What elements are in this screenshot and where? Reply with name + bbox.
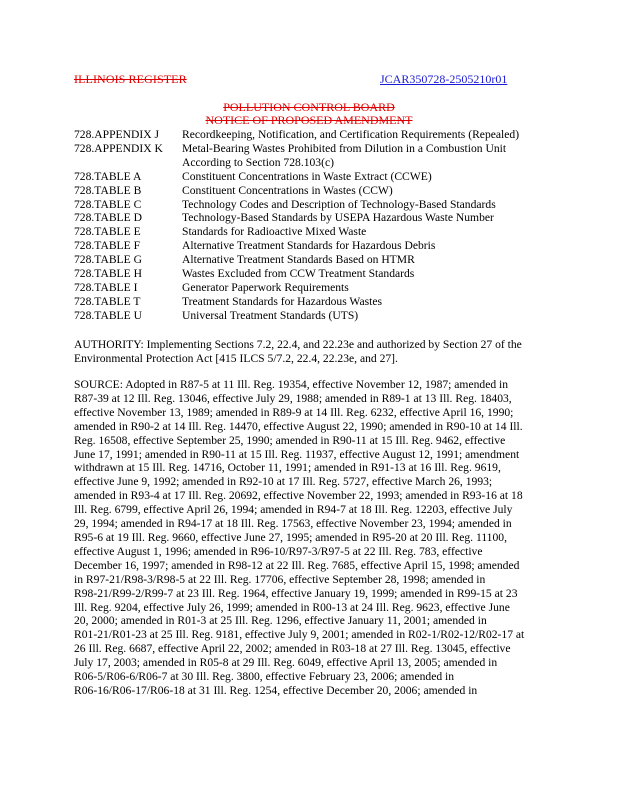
toc-section-code: 728.TABLE F — [74, 239, 141, 253]
authority-line: Environmental Protection Act [415 ILCS 5/7.2, 22.4, 22.23e, and 27]. — [74, 351, 398, 365]
toc-row — [74, 295, 594, 309]
source-line: SOURCE: Adopted in R87-5 at 11 Ill. Reg. 19354, effective November 12, 1987; amended in — [74, 378, 509, 391]
toc-section-title: Constituent Concentrations in Waste Extract (CCWE) — [182, 169, 432, 183]
toc-section-code: 728.TABLE A — [74, 169, 142, 183]
toc-section-title: Standards for Radioactive Mixed Waste — [182, 225, 367, 239]
source-line: effective June 9, 1992; amended in R92-10 at 17 Ill. Reg. 5727, effective March 26, 1993; — [74, 475, 493, 489]
toc-section-code: 728.APPENDIX K — [74, 141, 163, 155]
table-of-contents — [74, 128, 594, 323]
toc-section-title: According to Section 728.103(c) — [182, 155, 334, 169]
authority-line: AUTHORITY: Implementing Sections 7.2, 22.4, and 22.23e and authorized by Section 27 of the — [74, 338, 522, 351]
source-line: effective November 13, 1989; amended in R89-9 at 14 Ill. Reg. 6232, effective April 16, 1990; — [74, 405, 514, 419]
toc-section-title: Generator Paperwork Requirements — [182, 280, 349, 294]
source-line: Reg. 16508, effective September 25, 1990; amended in R90-11 at 15 Ill. Reg. 9462, effective — [74, 433, 506, 447]
authority-paragraph — [74, 338, 554, 366]
source-line: 20, 2000; amended in R01-3 at 25 Ill. Reg. 1296, effective January 11, 2001; amended in — [74, 614, 487, 628]
toc-section-code: 728.TABLE B — [74, 183, 142, 197]
toc-row — [74, 156, 594, 170]
source-line: effective August 1, 1996; amended in R96-10/R97-3/R97-5 at 22 Ill. Reg. 783, effective — [74, 544, 483, 558]
source-line: 26 Ill. Reg. 6687, effective April 22, 2002; amended in R03-18 at 27 Ill. Reg. 13045, effective — [74, 642, 511, 656]
toc-row — [74, 170, 594, 184]
toc-row — [74, 142, 594, 156]
register-header: ILLINOIS REGISTER — [74, 72, 187, 86]
toc-section-title: Universal Treatment Standards (UTS) — [182, 308, 359, 322]
source-line: in R97-21/R98-3/R98-5 at 22 Ill. Reg. 17706, effective September 28, 1998; amended in — [74, 572, 486, 586]
source-line: June 17, 1991; amended in R90-11 at 15 Ill. Reg. 11937, effective August 12, 1991; amendment — [74, 447, 520, 461]
notice-title: NOTICE OF PROPOSED AMENDMENT — [205, 113, 413, 127]
toc-section-code: 728.TABLE U — [74, 308, 142, 322]
source-line: amended in R93-4 at 17 Ill. Reg. 20692, effective November 22, 1993; amended in R93-16 at 18 — [74, 489, 523, 503]
toc-section-title: Metal-Bearing Wastes Prohibited from Dilution in a Combustion Unit — [182, 141, 507, 155]
source-line: 29, 1994; amended in R94-17 at 18 Ill. Reg. 17563, effective November 23, 1994; amended in — [74, 517, 512, 531]
toc-row — [74, 309, 594, 323]
source-line: December 16, 1997; amended in R98-12 at 22 Ill. Reg. 7685, effective April 15, 1998; amended — [74, 558, 520, 572]
toc-row — [74, 184, 594, 198]
toc-section-title: Recordkeeping, Notification, and Certification Requirements (Repealed) — [182, 128, 520, 141]
source-line: withdrawn at 15 Ill. Reg. 14716, October 11, 1991; amended in R91-13 at 16 Ill. Reg. 9619, — [74, 461, 501, 475]
source-line: R87-39 at 12 Ill. Reg. 13046, effective July 29, 1988; amended in R89-1 at 13 Ill. Reg. 18403, — [74, 391, 512, 405]
source-line: R01-21/R01-23 at 25 Ill. Reg. 9181, effective July 9, 2001; amended in R02-1/R02-12/R02-17 at — [74, 628, 525, 642]
toc-section-title: Constituent Concentrations in Wastes (CCW) — [182, 183, 393, 197]
toc-row — [74, 239, 594, 253]
toc-row — [74, 211, 594, 225]
source-line: R06-5/R06-6/R06-7 at 30 Ill. Reg. 3800, effective February 23, 2006; amended in — [74, 670, 455, 684]
toc-row — [74, 267, 594, 281]
toc-row — [74, 281, 594, 295]
toc-section-code: 728.TABLE E — [74, 225, 141, 239]
toc-section-title: Alternative Treatment Standards Based on HTMR — [182, 253, 415, 267]
source-line: July 17, 2003; amended in R05-8 at 29 Ill. Reg. 6049, effective April 13, 2005; amended in — [74, 656, 498, 670]
source-line: Ill. Reg. 6799, effective April 26, 1994; amended in R94-7 at 18 Ill. Reg. 12203, effective July — [74, 503, 513, 517]
toc-section-code: 728.TABLE D — [74, 211, 142, 225]
source-line: R98-21/R99-2/R99-7 at 23 Ill. Reg. 1964, effective January 19, 1999; amended in R99-15 at 23 — [74, 586, 518, 600]
source-line: amended in R90-2 at 14 Ill. Reg. 14470, effective August 22, 1990; amended in R90-10 at 14 Ill. — [74, 419, 523, 433]
toc-section-title: Wastes Excluded from CCW Treatment Standards — [182, 267, 415, 281]
toc-row — [74, 128, 594, 142]
toc-section-title: Technology-Based Standards by USEPA Hazardous Waste Number — [182, 211, 494, 225]
toc-row — [74, 198, 594, 212]
toc-section-code — [74, 156, 182, 170]
source-line: R06-16/R06-17/R06-18 at 31 Ill. Reg. 1254, effective December 20, 2006; amended in — [74, 683, 478, 697]
toc-section-code: 728.TABLE T — [74, 294, 141, 308]
toc-section-code: 728.APPENDIX J — [74, 128, 160, 141]
jcar-reference: JCAR350728-2505210r01 — [380, 72, 508, 86]
toc-section-code: 728.TABLE H — [74, 267, 142, 281]
toc-section-code: 728.TABLE G — [74, 253, 142, 267]
toc-row — [74, 253, 594, 267]
toc-section-code: 728.TABLE C — [74, 197, 142, 211]
board-title: POLLUTION CONTROL BOARD — [223, 100, 395, 114]
toc-section-title: Treatment Standards for Hazardous Wastes — [182, 294, 382, 308]
toc-section-code: 728.TABLE I — [74, 280, 138, 294]
source-paragraph — [74, 378, 554, 698]
toc-row — [74, 225, 594, 239]
toc-section-title: Technology Codes and Description of Technology-Based Standards — [182, 197, 496, 211]
source-line: R95-6 at 19 Ill. Reg. 9660, effective June 27, 1995; amended in R95-20 at 20 Ill. Reg. 11100, — [74, 530, 507, 544]
source-line: Ill. Reg. 9204, effective July 26, 1999; amended in R00-13 at 24 Ill. Reg. 9623, effective June — [74, 600, 510, 614]
toc-section-title: Alternative Treatment Standards for Hazardous Debris — [182, 239, 436, 253]
